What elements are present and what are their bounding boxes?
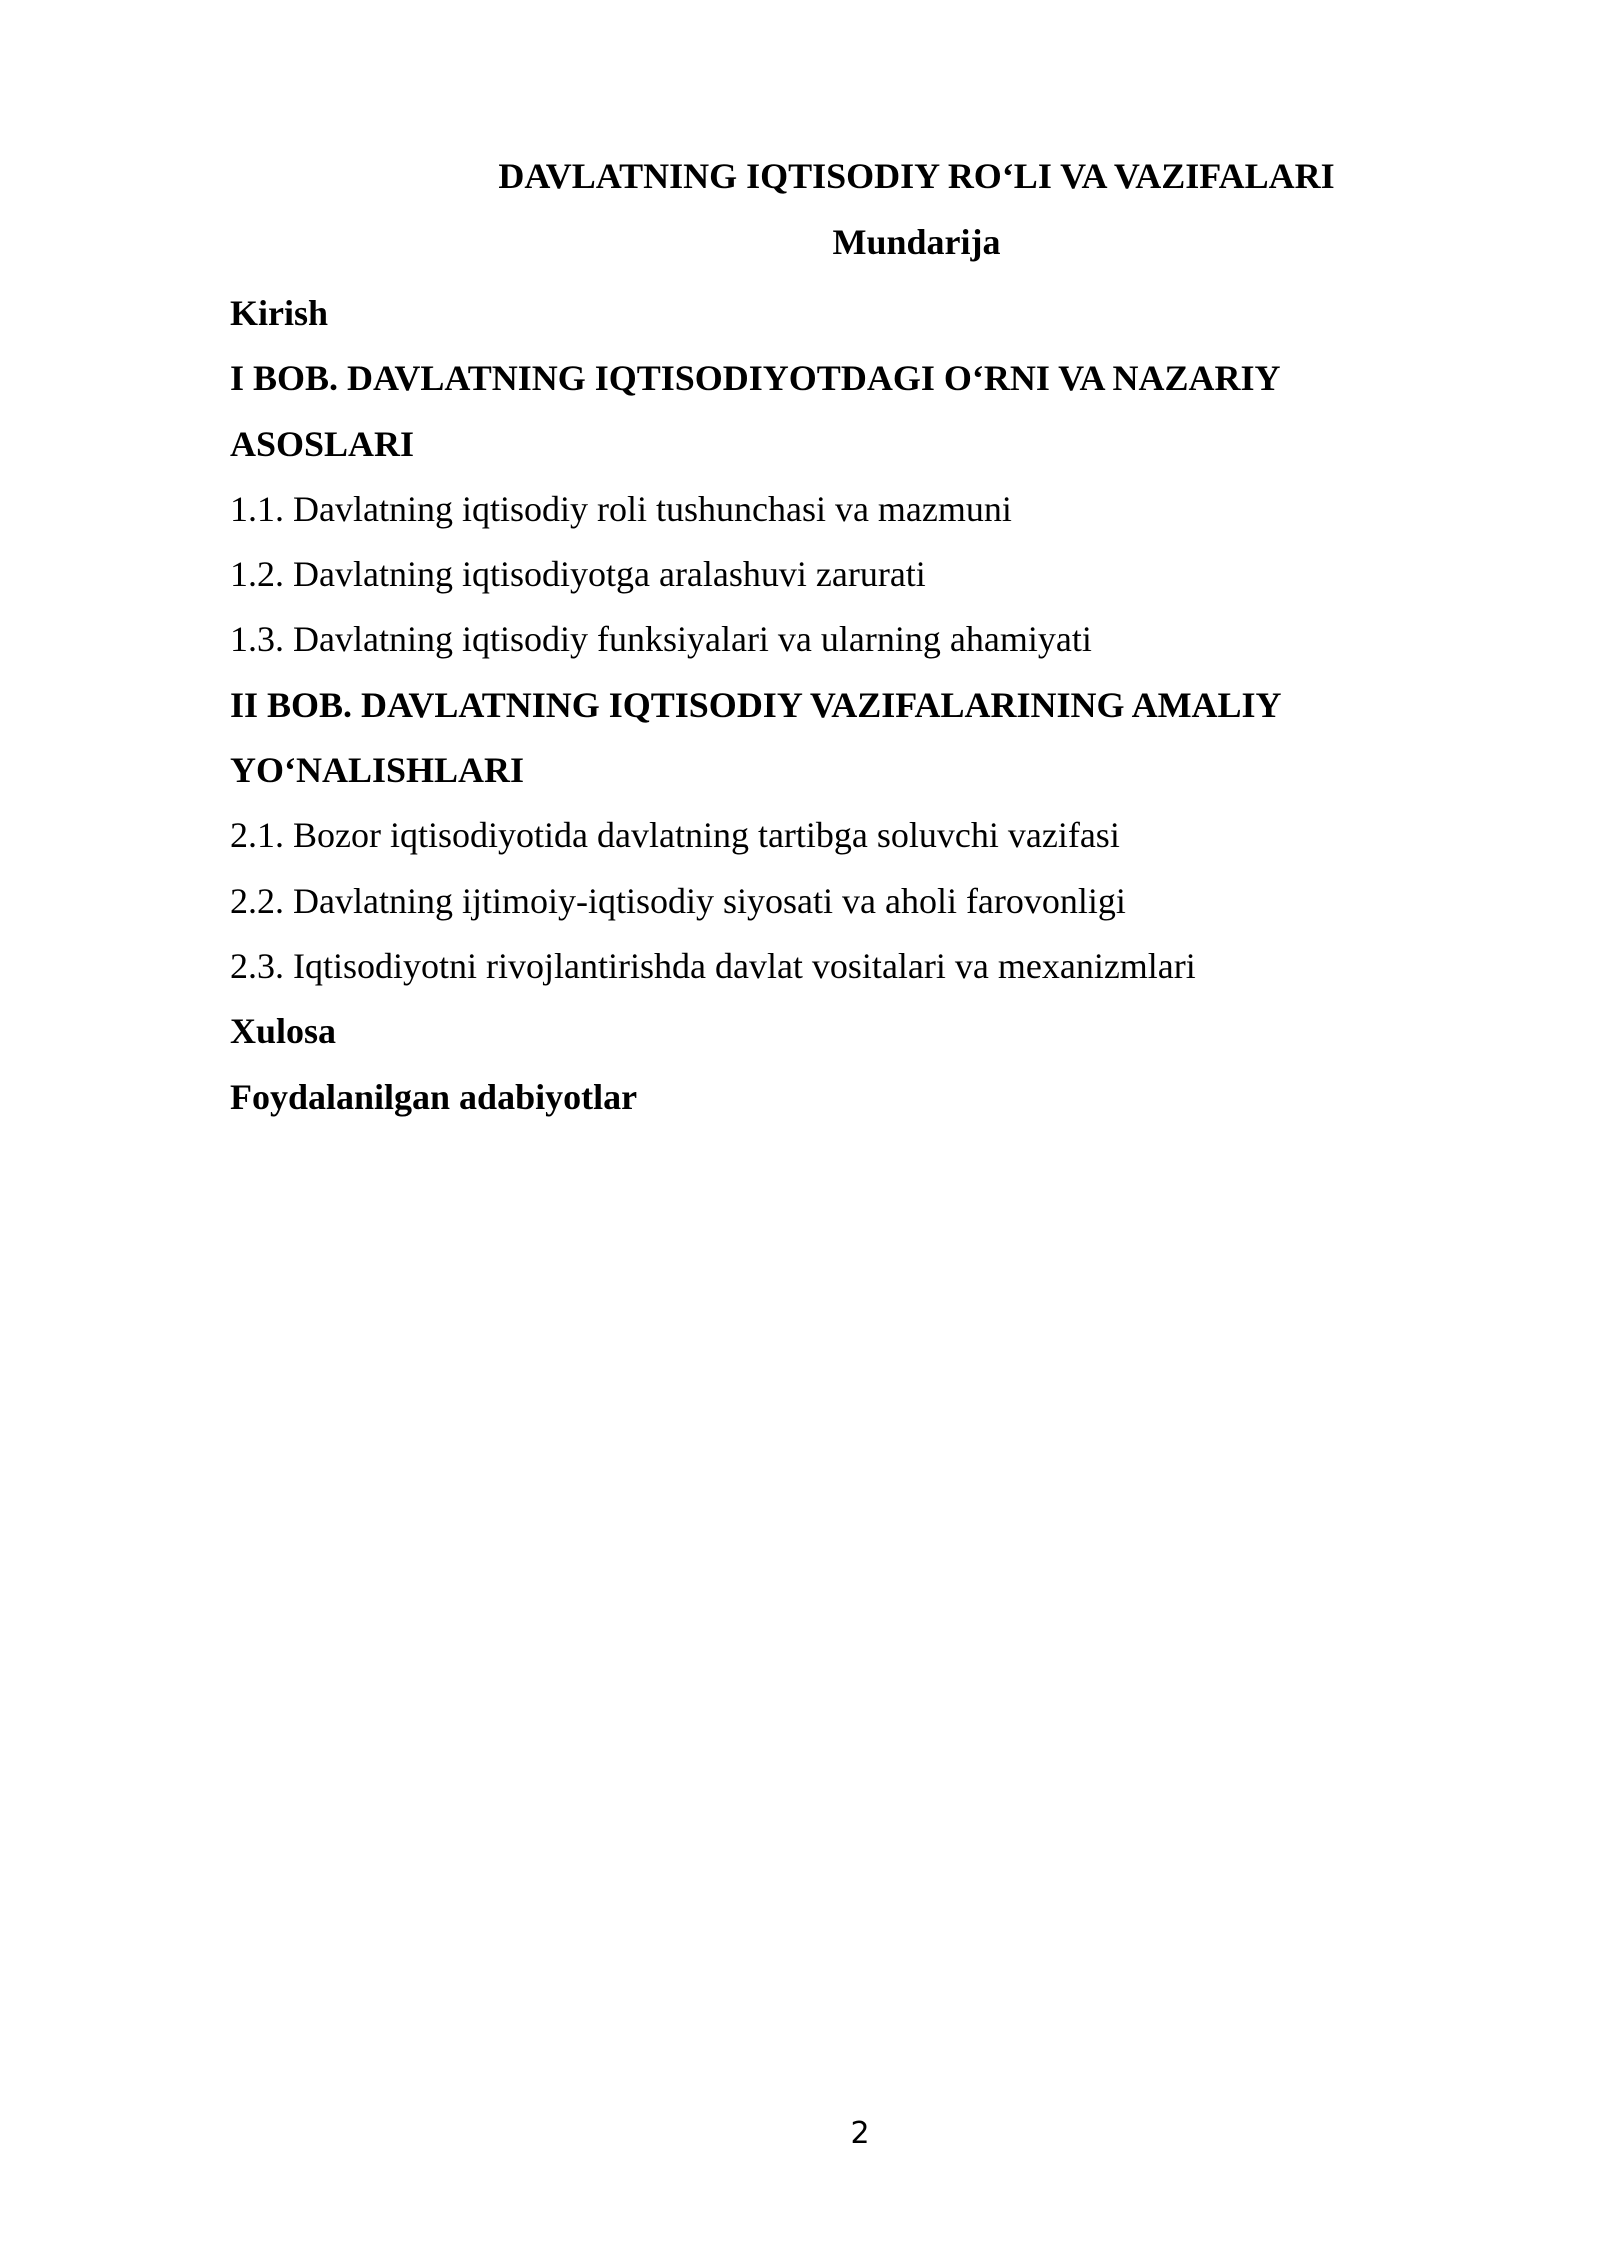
toc-item-section-2-3: 2.3. Iqtisodiyotni rivojlantirishda davlat vositalari va mexanizmlari	[230, 945, 1196, 986]
document-title: DAVLATNING IQTISODIY RO‘LI VA VAZIFALARI	[498, 156, 1335, 196]
toc-item-chapter-2-title: II BOB. DAVLATNING IQTISODIY VAZIFALARINING AMALIY	[230, 684, 1282, 725]
toc-item-references: Foydalanilgan adabiyotlar	[230, 1076, 638, 1117]
toc-item-chapter-2-title-cont: YO‘NALISHLARI	[230, 750, 525, 791]
toc-item-introduction: Kirish	[230, 293, 329, 333]
page-number: 2	[850, 2116, 870, 2151]
toc-item-chapter-1-title: I BOB. DAVLATNING IQTISODIYOTDAGI O‘RNI VA NAZARIY	[230, 358, 1281, 399]
toc-item-chapter-1-title-cont: ASOSLARI	[230, 423, 415, 464]
toc-item-section-1-2: 1.2. Davlatning iqtisodiyotga aralashuvi zarurati	[230, 554, 926, 595]
toc-item-conclusion: Xulosa	[230, 1011, 337, 1052]
contents-heading: Mundarija	[832, 222, 1001, 262]
toc-item-section-1-3: 1.3. Davlatning iqtisodiy funksiyalari va ularning ahamiyati	[230, 619, 1092, 660]
toc-item-section-1-1: 1.1. Davlatning iqtisodiy roli tushunchasi va mazmuni	[230, 488, 1012, 529]
toc-item-section-2-2: 2.2. Davlatning ijtimoiy-iqtisodiy siyosati va aholi farovonligi	[230, 880, 1126, 921]
toc-item-section-2-1: 2.1. Bozor iqtisodiyotida davlatning tartibga soluvchi vazifasi	[230, 815, 1120, 856]
table-of-contents	[230, 281, 1380, 1130]
